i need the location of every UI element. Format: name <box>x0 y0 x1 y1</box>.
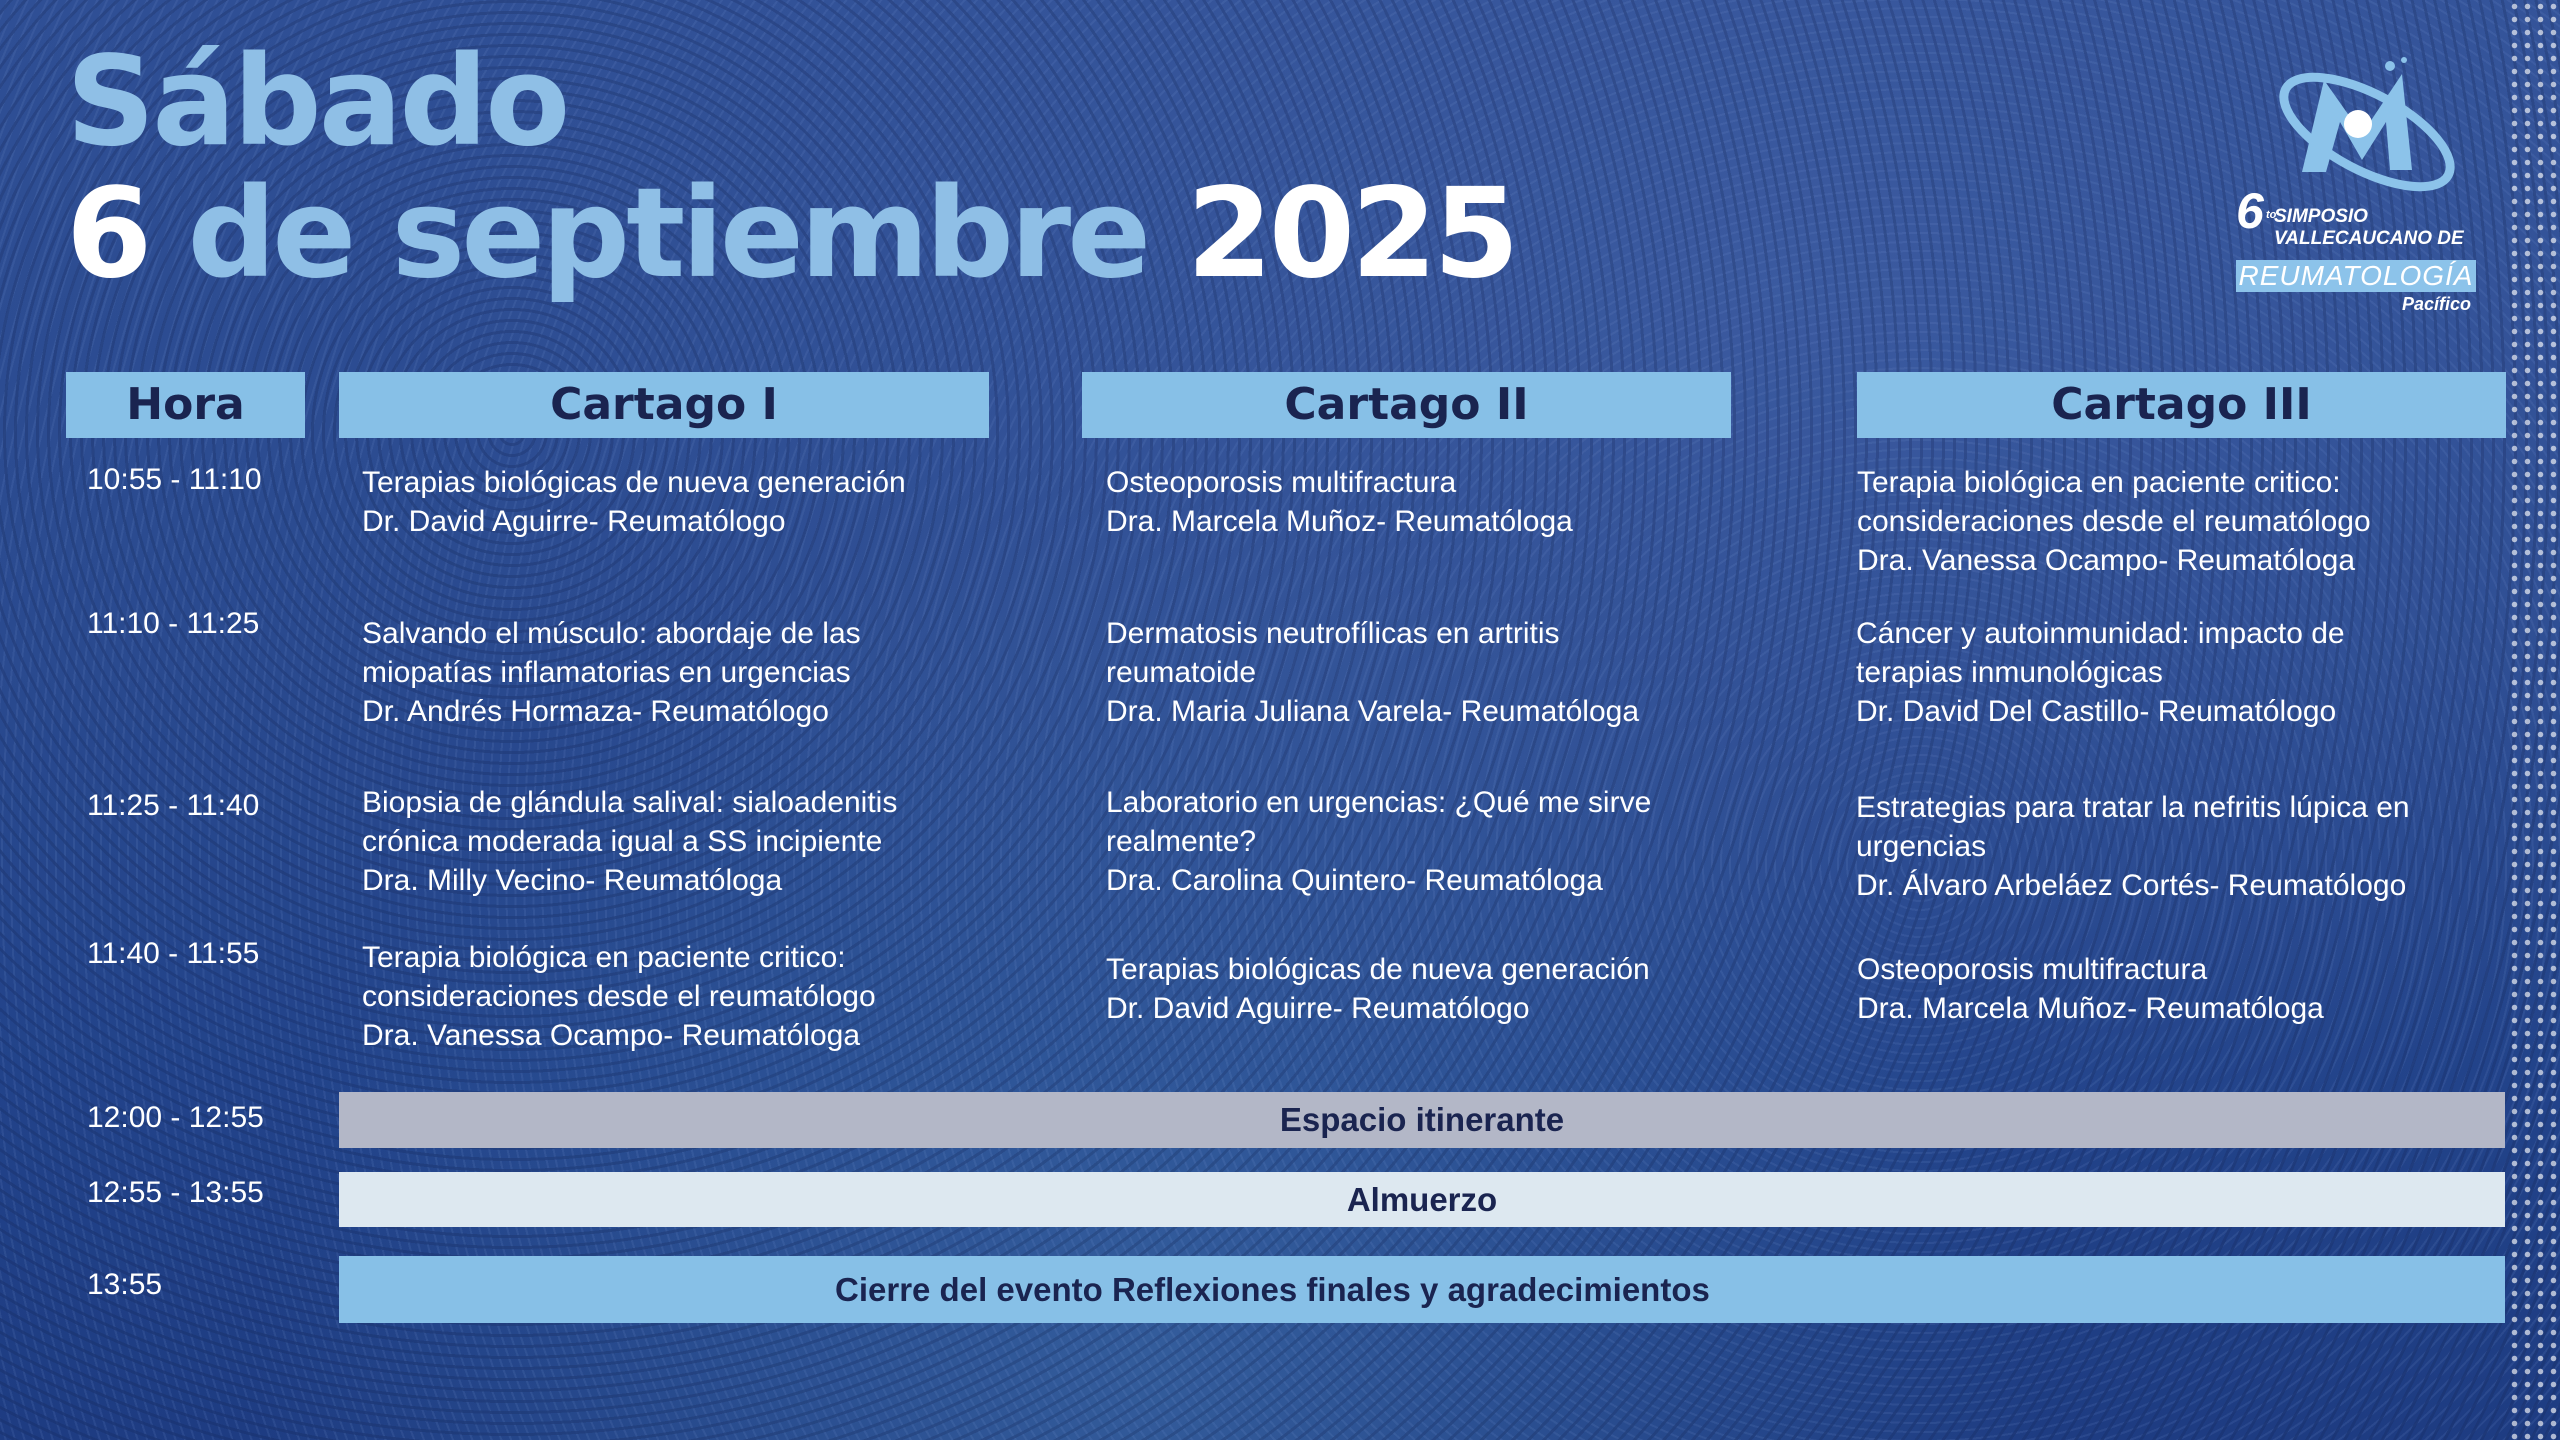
session-title: Terapia biológica en paciente critico: <box>362 941 846 974</box>
header-cartago-2: Cartago II <box>1082 372 1731 438</box>
session-cell <box>362 783 897 900</box>
logo-ordinal: to <box>2266 209 2277 221</box>
title-date-number: 6 <box>66 162 149 306</box>
logo-number: 6 <box>2236 183 2264 239</box>
header-hora: Hora <box>66 372 305 438</box>
session-title: miopatías inflamatorias en urgencias <box>362 656 851 689</box>
logo-symbol-icon <box>2262 52 2462 202</box>
session-title: Terapias biológicas de nueva generación <box>362 466 906 499</box>
session-title: Cáncer y autoinmunidad: impacto de <box>1856 617 2345 650</box>
session-title: Terapias biológicas de nueva generación <box>1106 953 1650 986</box>
session-speaker: Dra. Vanessa Ocampo- Reumatóloga <box>1857 544 2356 577</box>
session-cell <box>1106 950 1650 1028</box>
time-slot: 10:55 - 11:10 <box>87 463 262 496</box>
session-title: Osteoporosis multifractura <box>1106 466 1457 499</box>
band-espacio-itinerante: Espacio itinerante <box>339 1092 2505 1148</box>
session-speaker: Dr. David Aguirre- Reumatólogo <box>362 505 786 538</box>
session-cell <box>1857 950 2324 1028</box>
band-cierre-del-evento: Cierre del evento Reflexiones finales y agradecimientos <box>339 1256 2505 1323</box>
time-slot: 11:40 - 11:55 <box>87 937 260 970</box>
time-slot: 11:10 - 11:25 <box>87 607 260 640</box>
logo-line-2: VALLECAUCANO DE <box>2274 228 2464 249</box>
session-cell <box>362 938 876 1055</box>
time-slot: 12:00 - 12:55 <box>87 1101 264 1134</box>
session-title: consideraciones desde el reumatólogo <box>362 980 876 1013</box>
session-title: Terapia biológica en paciente critico: <box>1857 466 2341 499</box>
session-speaker: Dra. Milly Vecino- Reumatóloga <box>362 864 783 897</box>
session-title: crónica moderada igual a SS incipiente <box>362 825 883 858</box>
session-title: Dermatosis neutrofílicas en artritis <box>1106 617 1560 650</box>
session-speaker: Dra. Marcela Muñoz- Reumatóloga <box>1106 505 1573 538</box>
title-day: Sábado <box>66 30 568 174</box>
session-title: terapias inmunológicas <box>1856 656 2163 689</box>
session-cell <box>362 463 906 541</box>
session-speaker: Dr. David Aguirre- Reumatólogo <box>1106 992 1530 1025</box>
session-speaker: Dra. Vanessa Ocampo- Reumatóloga <box>362 1019 861 1052</box>
session-title: Salvando el músculo: abordaje de las <box>362 617 861 650</box>
session-title: reumatoide <box>1106 656 1257 689</box>
session-speaker: Dr. David Del Castillo- Reumatólogo <box>1856 695 2337 728</box>
logo-line-1: SIMPOSIO <box>2274 206 2368 227</box>
title-date-month: de septiembre <box>187 162 1148 306</box>
dot-pattern-decoration <box>2508 0 2560 1440</box>
session-speaker: Dr. Andrés Hormaza- Reumatólogo <box>362 695 829 728</box>
session-cell <box>1857 463 2371 580</box>
session-speaker: Dr. Álvaro Arbeláez Cortés- Reumatólogo <box>1856 869 2407 902</box>
session-speaker: Dra. Carolina Quintero- Reumatóloga <box>1106 864 1603 897</box>
session-cell <box>1106 614 1639 731</box>
session-title: realmente? <box>1106 825 1257 858</box>
session-cell <box>1106 463 1573 541</box>
session-speaker: Dra. Maria Juliana Varela- Reumatóloga <box>1106 695 1640 728</box>
session-cell <box>1856 788 2410 905</box>
session-title: Osteoporosis multifractura <box>1857 953 2208 986</box>
time-slot: 11:25 - 11:40 <box>87 789 260 822</box>
logo-band: REUMATOLOGÍA <box>2236 260 2476 292</box>
session-title: Estrategias para tratar la nefritis lúpica en <box>1856 791 2410 824</box>
time-slot: 13:55 <box>87 1268 163 1301</box>
header-cartago-1: Cartago I <box>339 372 989 438</box>
session-title: urgencias <box>1856 830 1987 863</box>
band-almuerzo: Almuerzo <box>339 1172 2505 1227</box>
session-title: consideraciones desde el reumatólogo <box>1857 505 2371 538</box>
session-cell <box>362 614 861 731</box>
time-slot: 12:55 - 13:55 <box>87 1176 264 1209</box>
session-cell <box>1106 783 1651 900</box>
title-date-year: 2025 <box>1186 162 1516 306</box>
session-cell <box>1856 614 2345 731</box>
event-logo <box>2232 52 2482 322</box>
session-title: Biopsia de glándula salival: sialoadenitis <box>362 786 898 819</box>
logo-subtitle: Pacífico <box>2402 294 2472 314</box>
session-title: Laboratorio en urgencias: ¿Qué me sirve <box>1106 786 1652 819</box>
title-date <box>66 162 1516 306</box>
session-speaker: Dra. Marcela Muñoz- Reumatóloga <box>1857 992 2324 1025</box>
header-cartago-3: Cartago III <box>1857 372 2506 438</box>
